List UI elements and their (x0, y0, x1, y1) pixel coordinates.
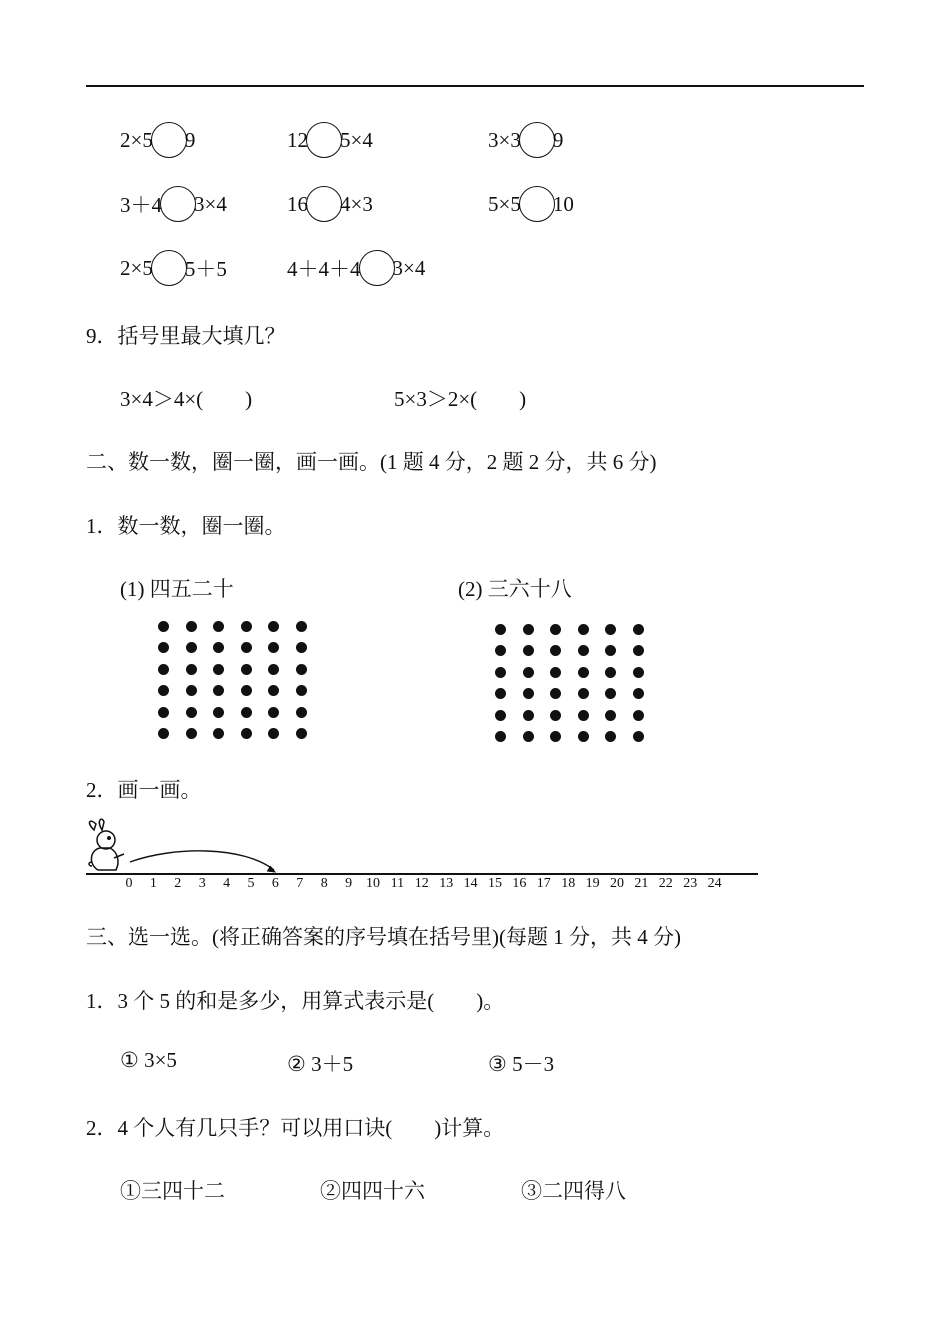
dot (213, 642, 224, 653)
dot (158, 621, 169, 632)
dot-grid-2[interactable] (495, 624, 660, 752)
option-3[interactable]: ③ 5－3 (488, 1052, 555, 1076)
dot (523, 710, 534, 721)
jump-arc (130, 851, 274, 870)
tick-label: 9 (345, 876, 353, 891)
dot (158, 707, 169, 718)
tick-label: 4 (223, 876, 231, 891)
dot (213, 664, 224, 675)
dot (578, 710, 589, 721)
dot (241, 707, 252, 718)
dot (605, 731, 616, 742)
tick-label: 2 (174, 876, 182, 891)
dot (241, 728, 252, 739)
answer-circle[interactable] (306, 186, 342, 222)
rabbit-icon (89, 819, 124, 870)
dot (578, 688, 589, 699)
compare-item (287, 120, 373, 160)
compare-item (287, 184, 373, 224)
sub-question-label: (2) 三六十八 (458, 577, 572, 601)
compare-left: 4＋4＋4 (287, 257, 361, 281)
dot (213, 728, 224, 739)
compare-item (488, 120, 563, 160)
dot (605, 645, 616, 656)
dot (186, 685, 197, 696)
dot (241, 621, 252, 632)
tick-label: 13 (439, 876, 454, 891)
dot (268, 707, 279, 718)
dot (158, 685, 169, 696)
dot (633, 710, 644, 721)
tick-label: 1 (149, 876, 157, 891)
tick-label: 6 (271, 876, 279, 891)
dot (495, 731, 506, 742)
dot (296, 728, 307, 739)
compare-left: 12 (287, 127, 308, 152)
tick-label: 15 (488, 876, 502, 891)
dot (268, 664, 279, 675)
rabbit-jump-figure (84, 818, 284, 878)
dot (158, 728, 169, 739)
dot (213, 707, 224, 718)
dot (241, 664, 252, 675)
dot (186, 621, 197, 632)
dot (550, 624, 561, 635)
compare-right: 10 (552, 191, 574, 216)
header-rule (86, 85, 864, 87)
dot (523, 667, 534, 678)
dot (523, 645, 534, 656)
section-heading: 三、选一选。(将正确答案的序号填在括号里)(每题 1 分，共 4 分) (86, 925, 681, 949)
compare-right: 5×4 (340, 127, 373, 152)
compare-item (120, 248, 227, 288)
dot (296, 707, 307, 718)
tick-label: 7 (296, 876, 304, 891)
dot (605, 624, 616, 635)
dot (605, 710, 616, 721)
dot (268, 642, 279, 653)
section-heading: 二、数一数，圈一圈，画一画。(1 题 4 分，2 题 2 分，共 6 分) (86, 450, 657, 474)
tick-label: 10 (366, 876, 380, 891)
compare-right: 3×4 (194, 191, 227, 216)
dot (523, 731, 534, 742)
dot (633, 688, 644, 699)
dot (268, 621, 279, 632)
question-title: 9．括号里最大填几？ (86, 324, 286, 348)
tick-label: 14 (463, 876, 478, 891)
fill-blank[interactable]: 5×3＞2×( ) (394, 387, 527, 411)
dot (550, 645, 561, 656)
fill-blank[interactable]: 3×4＞4×( ) (120, 387, 253, 411)
dot (550, 710, 561, 721)
answer-circle[interactable] (519, 122, 555, 158)
tick-label: 3 (198, 876, 206, 891)
dot (186, 707, 197, 718)
dot (296, 685, 307, 696)
dot (186, 728, 197, 739)
compare-right: 5＋5 (184, 257, 227, 281)
tick-label: 12 (414, 876, 429, 891)
dot (186, 642, 197, 653)
dot (523, 624, 534, 635)
dot (550, 731, 561, 742)
dot (213, 685, 224, 696)
compare-item (120, 120, 195, 160)
dot (605, 667, 616, 678)
dot (550, 667, 561, 678)
dot (268, 728, 279, 739)
question-title: 1．数一数，圈一圈。 (86, 514, 286, 538)
dot (296, 664, 307, 675)
compare-right: 3×4 (392, 255, 426, 280)
compare-left: 2×5 (120, 255, 153, 280)
option-2[interactable]: ②四四十六 (320, 1179, 425, 1203)
compare-left: 3＋4 (120, 193, 162, 217)
question-title: 1．3 个 5 的和是多少，用算式表示是( )。 (86, 989, 505, 1013)
answer-circle[interactable] (160, 186, 196, 222)
dot (495, 667, 506, 678)
option-2[interactable]: ② 3＋5 (287, 1052, 354, 1076)
tick-label: 5 (247, 876, 255, 891)
compare-item (287, 248, 425, 288)
dot (523, 688, 534, 699)
dot (495, 645, 506, 656)
dot (578, 624, 589, 635)
dot (296, 621, 307, 632)
compare-item (120, 184, 227, 224)
answer-circle[interactable] (359, 250, 395, 286)
tick-label: 17 (536, 876, 551, 891)
tick-label: 23 (683, 876, 698, 891)
dot (158, 642, 169, 653)
compare-right: 9 (552, 127, 564, 152)
dot (633, 667, 644, 678)
dot (550, 688, 561, 699)
dot-grid-1[interactable] (158, 621, 323, 749)
dot (495, 624, 506, 635)
tick-label: 18 (561, 876, 576, 891)
dot (241, 642, 252, 653)
question-title: 2．画一画。 (86, 778, 202, 802)
answer-circle[interactable] (151, 122, 187, 158)
dot (578, 667, 589, 678)
answer-circle[interactable] (151, 250, 187, 286)
dot (296, 642, 307, 653)
dot (605, 688, 616, 699)
question-title: 2．4 个人有几只手？可以用口诀( )计算。 (86, 1116, 505, 1140)
compare-right: 9 (184, 127, 196, 152)
number-line (86, 873, 758, 875)
compare-left: 2×5 (120, 127, 153, 152)
dot (241, 685, 252, 696)
option-1[interactable]: ① 3×5 (120, 1048, 177, 1072)
tick-label: 8 (320, 876, 328, 891)
dot (495, 710, 506, 721)
answer-circle[interactable] (519, 186, 555, 222)
tick-label: 20 (610, 876, 624, 891)
tick-label: 22 (658, 876, 673, 891)
option-3[interactable]: ③二四得八 (521, 1179, 626, 1203)
compare-left: 3×3 (488, 127, 521, 152)
compare-item (488, 184, 574, 224)
dot (578, 645, 589, 656)
option-1[interactable]: ①三四十二 (120, 1179, 225, 1203)
dot (578, 731, 589, 742)
tick-label: 21 (634, 876, 649, 891)
tick-label: 0 (125, 876, 133, 891)
compare-left: 16 (287, 191, 308, 216)
dot (633, 645, 644, 656)
dot (158, 664, 169, 675)
answer-circle[interactable] (306, 122, 342, 158)
tick-label: 24 (707, 876, 722, 891)
tick-label: 19 (585, 876, 600, 891)
dot (268, 685, 279, 696)
dot (495, 688, 506, 699)
sub-question-label: (1) 四五二十 (120, 577, 234, 601)
dot (633, 731, 644, 742)
tick-label: 16 (512, 876, 527, 891)
compare-right: 4×3 (340, 191, 373, 216)
compare-left: 5×5 (488, 191, 521, 216)
tick-label: 11 (390, 876, 405, 891)
dot (186, 664, 197, 675)
dot (633, 624, 644, 635)
dot (213, 621, 224, 632)
